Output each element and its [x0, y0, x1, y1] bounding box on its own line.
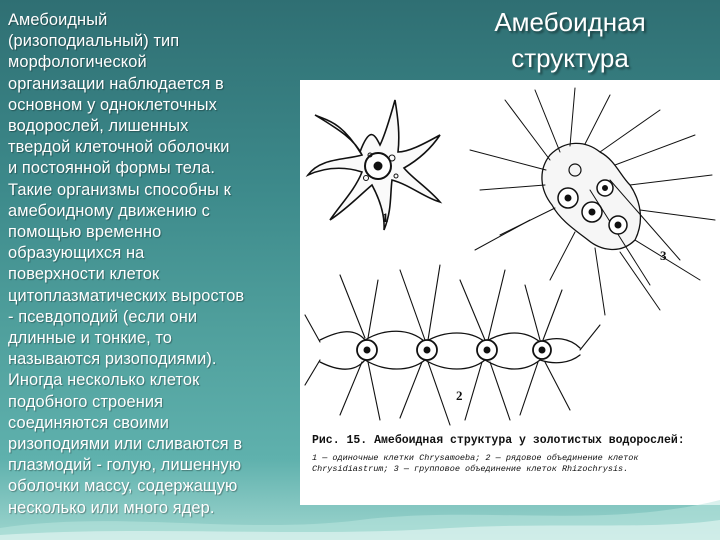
slide-title: Амебоидная структура — [494, 7, 646, 73]
amoeboid-cells-drawing — [300, 80, 720, 430]
figure-illustration — [300, 80, 720, 505]
decorative-wave — [0, 480, 720, 540]
cell-3-group — [542, 143, 641, 249]
figure-label-3: 3 — [660, 248, 667, 263]
slide-body-text: Амебоидный (ризоподиальный) тип морфологической организации наблюдается в основном у одноклеточных водорослей, лишенных твердой клеточной оболочки и постоянной формы тела. Такие организмы способны к амебоидному движению с помощью временно образующихся на поверхности клеток цитоплазматических выростов - псевдоподий (если они длинные и тонкие, то называются ризоподиями). Иногда несколько клеток подобного строения соединяются своими ризоподиями или сливаются в плазмодий - голую, лишенную оболочки массу, содержащую несколько или много ядер. — [8, 11, 245, 517]
figure-caption — [312, 434, 714, 475]
caption-main: Рис. 15. Амебоидная структура у золотистых водорослей: — [312, 434, 685, 447]
caption-legend: 1 — одиночные клетки Chrysamoeba; 2 — рядовое объединение клеток Chrysidiastrum; 3 — групповое объединение клеток Rhizochrysis. — [312, 453, 639, 474]
figure-label-1: 1 — [382, 210, 389, 225]
figure-label-2: 2 — [456, 388, 463, 403]
